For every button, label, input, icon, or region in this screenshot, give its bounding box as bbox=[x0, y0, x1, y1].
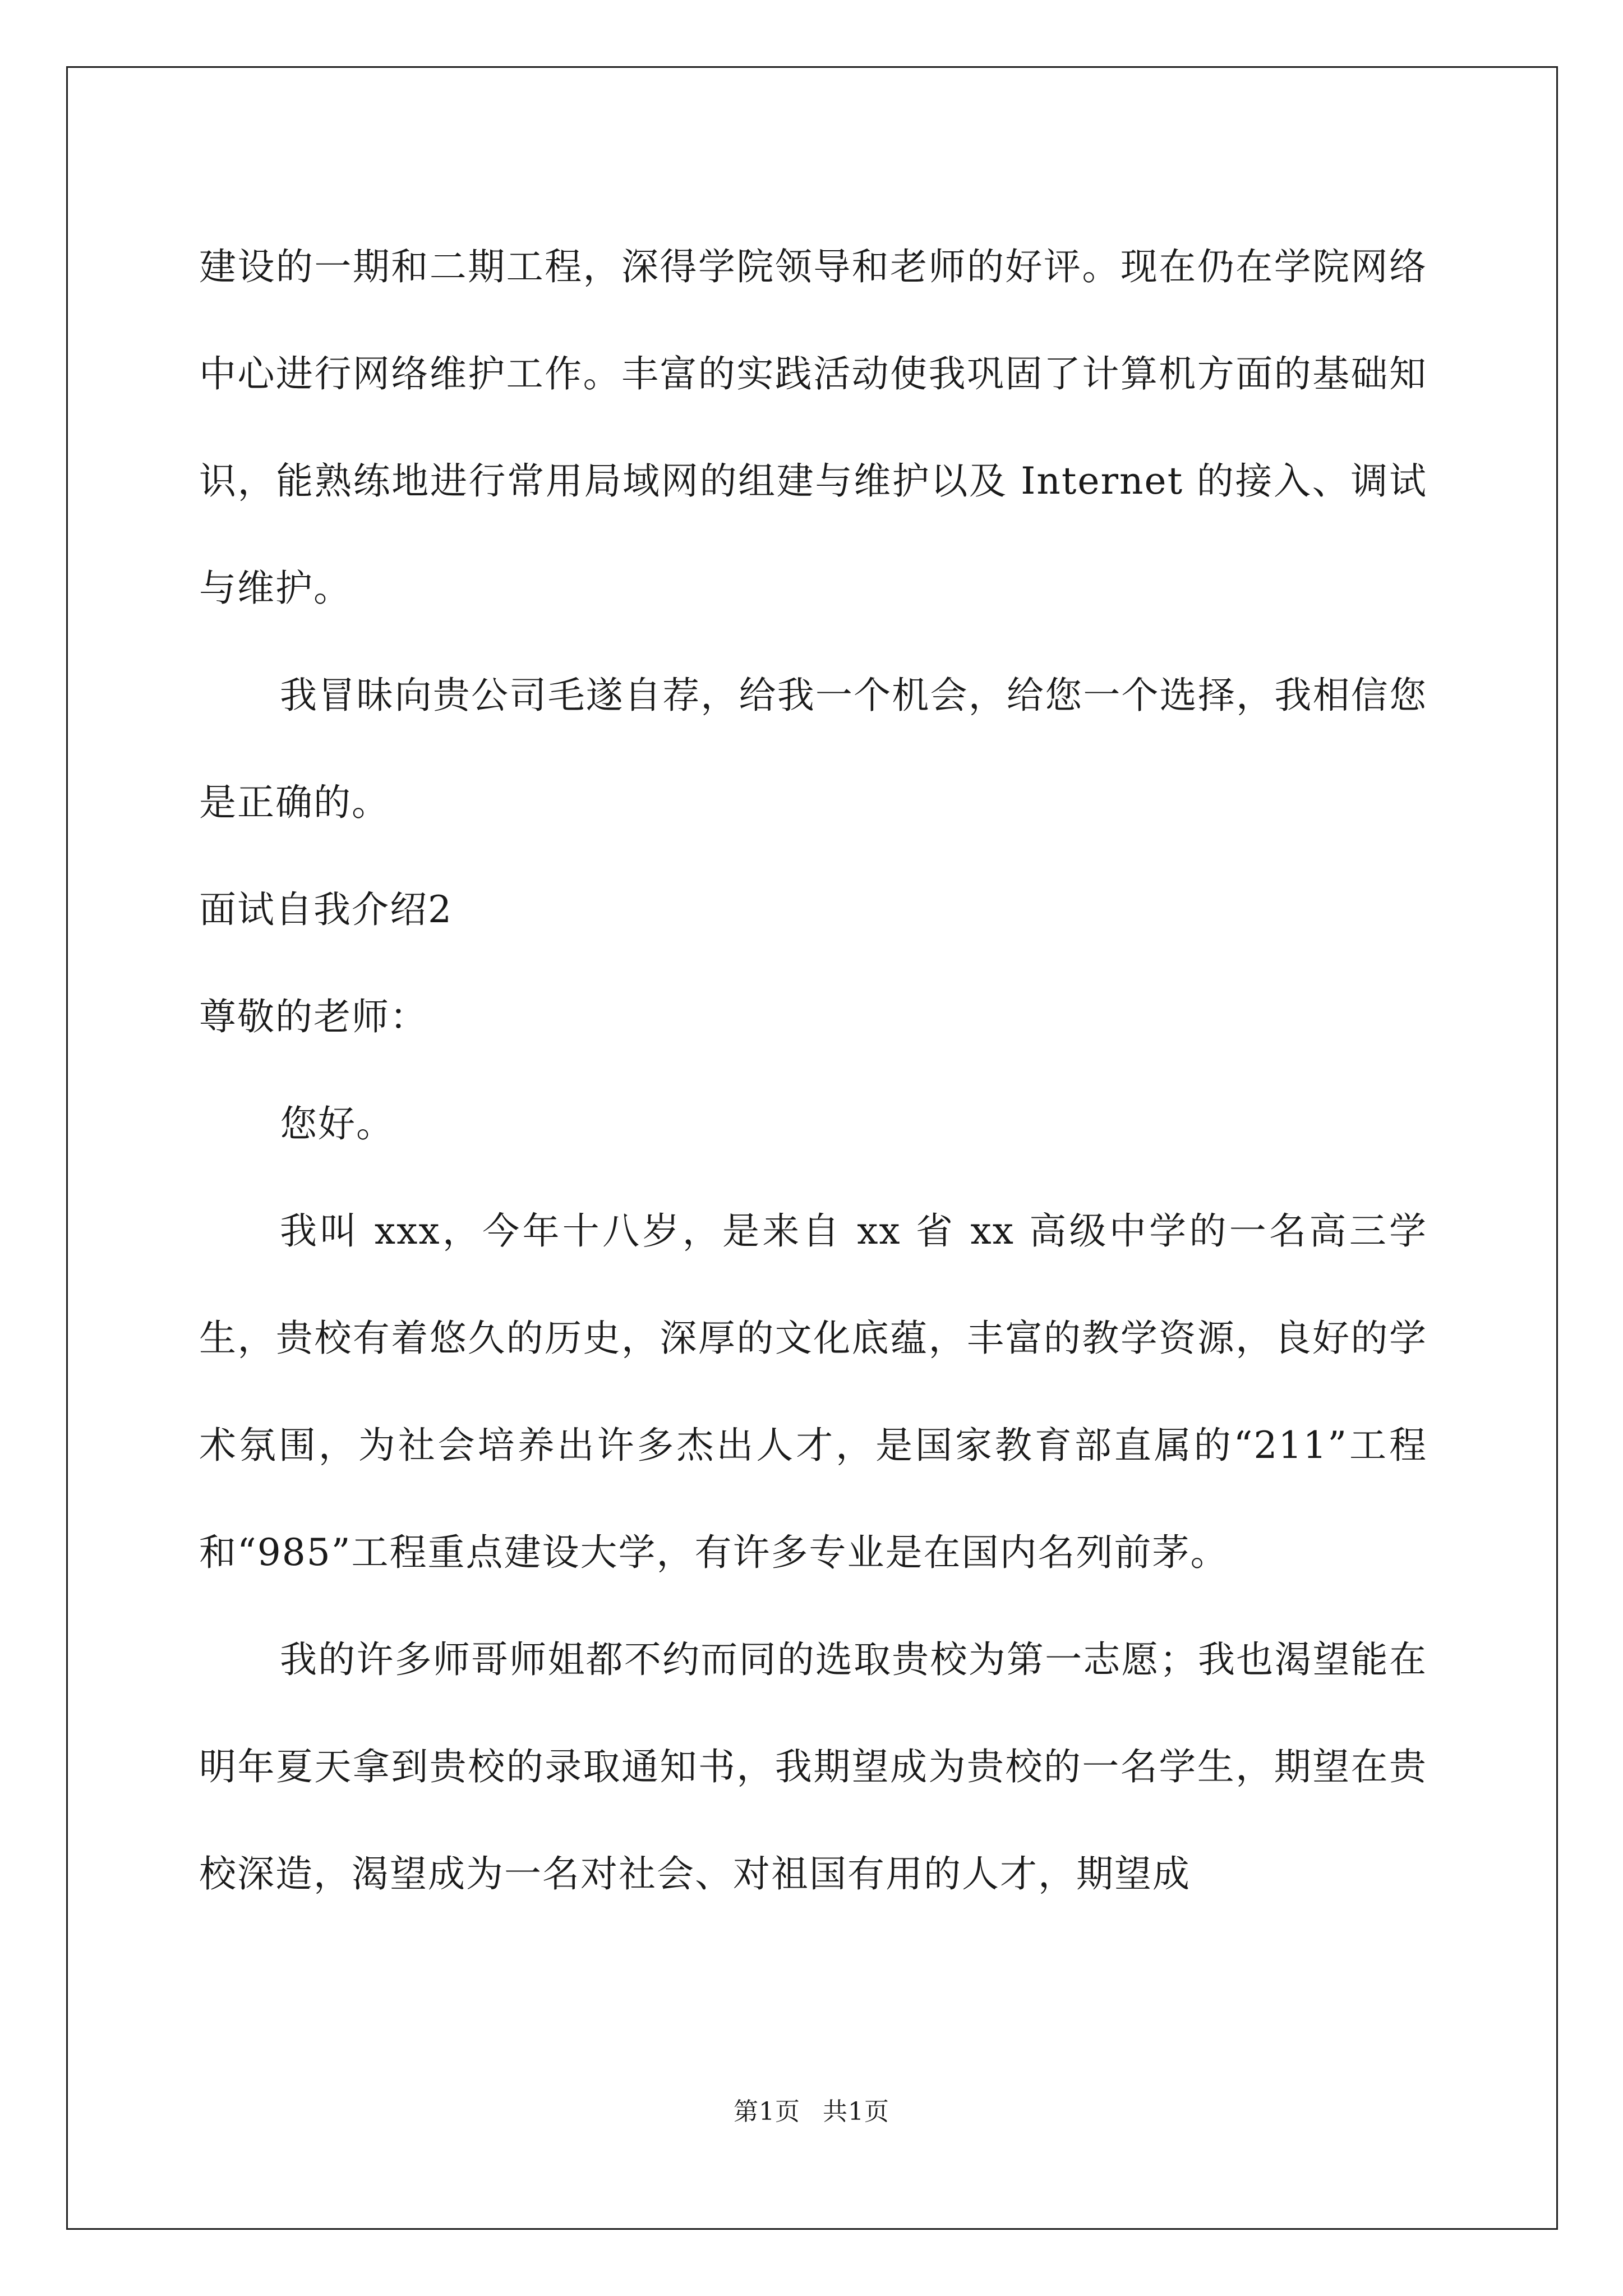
paragraph-1: 建设的一期和二期工程，深得学院领导和老师的好评。现在仍在学院网络中心进行网络维护工作。丰富的实践活动使我巩固了计算机方面的基础知识，能熟练地进行常用局域网的组建与维护以及 Internet 的接入、调试与维护。 bbox=[199, 245, 1427, 610]
greeting: 您好。 bbox=[280, 1102, 394, 1145]
paragraph-introduction: 我叫 xxx，今年十八岁，是来自 xx 省 xx 高级中学的一名高三学生，贵校有着悠久的历史，深厚的文化底蕴，丰富的教学资源，良好的学术氛围，为社会培养出许多杰出人才，是国家教育部直属的“211”工程和“985”工程重点建设大学，有许多专业是在国内名列前茅。 bbox=[199, 1209, 1427, 1574]
section-heading: 面试自我介绍2 bbox=[199, 888, 453, 931]
paragraph-aspiration: 我的许多师哥师姐都不约而同的选取贵校为第一志愿；我也渴望能在明年夏天拿到贵校的录取通知书，我期望成为贵校的一名学生，期望在贵校深造，渴望成为一名对社会、对祖国有用的人才，期望成 bbox=[199, 1638, 1427, 1895]
page-footer bbox=[0, 2091, 1623, 2127]
page-number-total: 共1页 bbox=[823, 2097, 889, 2126]
document-body bbox=[199, 213, 1427, 1927]
salutation: 尊敬的老师： bbox=[199, 995, 428, 1038]
page-number-current: 第1页 bbox=[734, 2097, 800, 2126]
paragraph-2: 我冒昧向贵公司毛遂自荐，给我一个机会，给您一个选择，我相信您是正确的。 bbox=[199, 674, 1427, 824]
